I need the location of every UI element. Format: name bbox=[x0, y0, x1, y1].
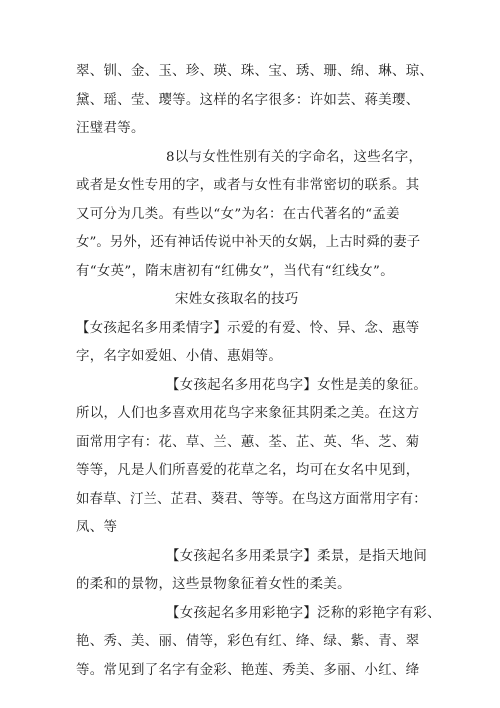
text-line-12: 【女孩起名多用花鸟字】女性是美的象征。 bbox=[166, 378, 428, 393]
text-line-4: 8以与女性性别有关的字命名，这些名字， bbox=[166, 150, 423, 165]
text-line-15: 等等，凡是人们所喜爱的花草之名，均可在女名中见到， bbox=[76, 463, 420, 478]
text-line-16: 如春草、汀兰、芷君、葵君、等等。在鸟这方面常用字有： bbox=[76, 492, 427, 507]
text-line-1: 翠、钏、金、玉、珍、瑛、珠、宝、琇、珊、绵、琳、琼、 bbox=[76, 64, 434, 79]
text-line-18: 【女孩起名多用柔景字】柔景，是指天地间 bbox=[166, 549, 428, 564]
text-line-2: 黛、瑶、莹、璎等。这样的名字很多：许如芸、蒋美璎、 bbox=[76, 93, 420, 108]
text-line-10: 【女孩起名多用柔情字】示爱的有爱、怜、异、念、惠等 bbox=[76, 321, 420, 336]
text-line-11: 字，名字如爱姐、小倩、惠娟等。 bbox=[76, 349, 283, 364]
text-line-21: 艳、秀、美、丽、倩等，彩色有红、绛、绿、紫、青、翠 bbox=[76, 634, 420, 649]
text-line-14: 面常用字有：花、草、兰、蕙、荃、芷、英、华、芝、菊 bbox=[76, 435, 420, 450]
text-line-20: 【女孩起名多用彩艳字】泛称的彩艳字有彩、 bbox=[166, 606, 441, 621]
text-line-3: 汪璧君等。 bbox=[76, 121, 145, 136]
text-line-7: 女”。另外，还有神话传说中补天的女娲，上古时舜的妻子 bbox=[76, 235, 421, 250]
text-line-19: 的柔和的景物，这些景物象征着女性的柔美。 bbox=[76, 577, 351, 592]
text-line-8: 有“女英”，隋末唐初有“红佛女”，当代有“红线女”。 bbox=[76, 264, 394, 279]
text-line-5: 或者是女性专用的字，或者与女性有非常密切的联系。其 bbox=[76, 178, 420, 193]
text-line-22: 等。常见到了名字有金彩、艳莲、秀美、多丽、小红、绛 bbox=[76, 663, 420, 678]
text-line-6: 又可分为几类。有些以“女”为名：在古代著名的“孟姜 bbox=[76, 207, 400, 222]
section-heading: 宋姓女孩取名的技巧 bbox=[175, 292, 299, 307]
text-line-17: 凤、等 bbox=[76, 520, 118, 535]
text-line-13: 所以，人们也多喜欢用花鸟字来象征其阴柔之美。在这方 bbox=[76, 406, 420, 421]
